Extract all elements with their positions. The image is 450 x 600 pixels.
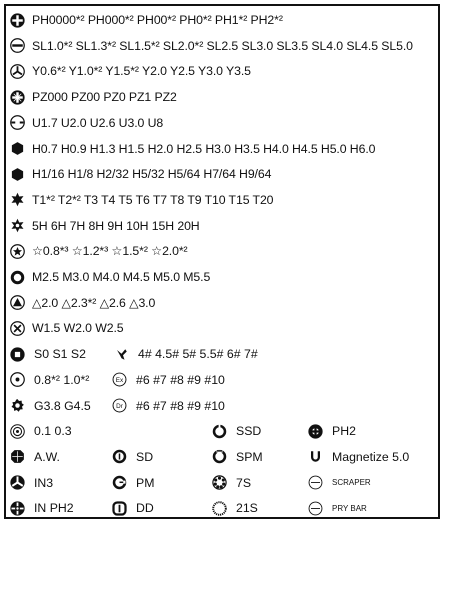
bit-row: [10, 113, 434, 133]
bit-cell: [112, 498, 154, 518]
bit-size-list: PM: [136, 475, 155, 490]
bit-row: [10, 190, 434, 210]
bit-size-list: A.W.: [34, 449, 60, 464]
bit-row: [10, 87, 434, 107]
bit-size-list: PRY BAR: [332, 503, 367, 513]
bit-size-list: H1/16 H1/8 H2/32 H5/32 H5/64 H7/64 H9/64: [32, 167, 272, 182]
bit-size-list: 0.1 0.3: [34, 424, 72, 439]
bit-row: [10, 241, 434, 261]
wing-icon: [114, 347, 129, 362]
aw-icon: [10, 449, 25, 464]
bit-size-list: 21S: [236, 501, 258, 516]
bit-cell: [10, 498, 74, 518]
sd-icon: [112, 449, 127, 464]
bit-size-list: PH2: [332, 424, 356, 439]
bit-cell: [112, 447, 153, 467]
center-pin-icon: [10, 372, 25, 387]
bit-cell: [10, 370, 89, 390]
bit-cell: [308, 447, 409, 467]
bit-cell: [10, 473, 53, 493]
bit-cell: [308, 498, 367, 518]
svg-text:Ex: Ex: [115, 377, 124, 385]
in3-icon: [10, 475, 25, 490]
bit-size-list: SD: [136, 449, 154, 464]
hex-icon: [10, 141, 25, 156]
bit-size-list: H0.7 H0.9 H1.3 H1.5 H2.0 H2.5 H3.0 H3.5 H4.0 H4.5 H5.0 H6.0: [32, 141, 376, 156]
bit-cell: [112, 370, 225, 390]
bit-row: [10, 293, 434, 313]
pm-icon: [112, 475, 127, 490]
bit-size-list: Magnetize 5.0: [332, 449, 410, 464]
bit-cell: [112, 396, 225, 416]
bit-cell: [212, 421, 261, 441]
twenty-one-s-icon: [212, 501, 227, 516]
bit-size-list: PZ000 PZ00 PZ0 PZ1 PZ2: [32, 90, 177, 105]
bit-chart-panel: [4, 4, 440, 519]
target-icon: [10, 424, 25, 439]
bit-row: [10, 216, 434, 236]
bit-size-list: #6 #7 #8 #9 #10: [136, 372, 225, 387]
bit-cell: [112, 473, 154, 493]
ph2-icon: [308, 424, 323, 439]
scraper-icon: [308, 475, 323, 490]
bit-size-list: 0.8*² 1.0*²: [34, 372, 90, 387]
bit-size-list: 5H 6H 7H 8H 9H 10H 15H 20H: [32, 218, 200, 233]
in-ph2-icon: [10, 501, 25, 516]
magnet-icon: [308, 449, 323, 464]
svg-text:Dr: Dr: [116, 402, 123, 410]
square-icon: [10, 347, 25, 362]
dr-icon: [112, 398, 127, 413]
bit-size-list: 7S: [236, 475, 252, 490]
bit-size-list: SL1.0*² SL1.3*² SL1.5*² SL2.0*² SL2.5 SL3.0 SL3.5 SL4.0 SL4.5 SL5.0: [32, 38, 413, 53]
cross-x-icon: [10, 321, 25, 336]
bit-size-list: IN3: [34, 475, 54, 490]
bit-size-list: #6 #7 #8 #9 #10: [136, 398, 225, 413]
bit-cell: [308, 421, 356, 441]
pozidriv-icon: [10, 90, 25, 105]
spm-icon: [212, 449, 227, 464]
bit-cell: [10, 344, 86, 364]
hex-inch-icon: [10, 167, 25, 182]
bit-size-list: SPM: [236, 449, 263, 464]
bit-size-list: G3.8 G4.5: [34, 398, 91, 413]
gear-icon: [10, 398, 25, 413]
slotted-icon: [10, 38, 25, 53]
bit-size-list: S0 S1 S2: [34, 347, 86, 362]
bit-row: [10, 139, 434, 159]
phillips-icon: [10, 13, 25, 28]
bit-row: [10, 36, 434, 56]
tri-wing-y-icon: [10, 64, 25, 79]
bit-size-list: M2.5 M3.0 M4.0 M4.5 M5.0 M5.5: [32, 270, 211, 284]
bit-cell: [212, 473, 251, 493]
bit-row: [10, 164, 434, 184]
bit-row: [10, 61, 434, 81]
seven-s-icon: [212, 475, 227, 490]
security-torx-icon: [10, 218, 25, 233]
triangle-icon: [10, 295, 25, 310]
pentalobe-icon: [10, 244, 25, 259]
ssd-icon: [212, 424, 227, 439]
bit-row: [10, 10, 434, 30]
dd-icon: [112, 501, 127, 516]
ex-icon: [112, 372, 127, 387]
bit-cell: [10, 447, 60, 467]
bit-size-list: SCRAPER: [332, 478, 371, 488]
pry-bar-icon: [308, 501, 323, 516]
bit-size-list: T1*² T2*² T3 T4 T5 T6 T7 T8 T9 T10 T15 T20: [32, 192, 274, 207]
bit-cell: [212, 498, 258, 518]
bit-size-list: PH0000*² PH000*² PH00*² PH0*² PH1*² PH2*²: [32, 13, 283, 27]
bit-size-list: SSD: [236, 424, 262, 439]
bit-cell: [308, 473, 371, 493]
u-bit-icon: [10, 115, 25, 130]
bit-size-list: △2.0 △2.3*² △2.6 △3.0: [32, 295, 156, 310]
bit-size-list: DD: [136, 501, 154, 516]
bit-row: [10, 318, 434, 338]
bit-cell: [10, 421, 72, 441]
bit-size-list: IN PH2: [34, 501, 74, 516]
bit-cell: [10, 396, 91, 416]
bit-size-list: ☆0.8*³ ☆1.2*³ ☆1.5*² ☆2.0*²: [32, 244, 188, 259]
torx-icon: [10, 192, 25, 207]
bit-cell: [212, 447, 263, 467]
bit-size-list: Y0.6*² Y1.0*² Y1.5*² Y2.0 Y2.5 Y3.0 Y3.5: [32, 64, 251, 79]
socket-icon: [10, 270, 25, 285]
bit-size-list: 4# 4.5# 5# 5.5# 6# 7#: [138, 347, 258, 362]
bit-size-list: W1.5 W2.0 W2.5: [32, 321, 124, 336]
bit-row: [10, 267, 434, 287]
bit-cell: [114, 344, 258, 364]
bit-size-list: U1.7 U2.0 U2.6 U3.0 U8: [32, 115, 164, 130]
